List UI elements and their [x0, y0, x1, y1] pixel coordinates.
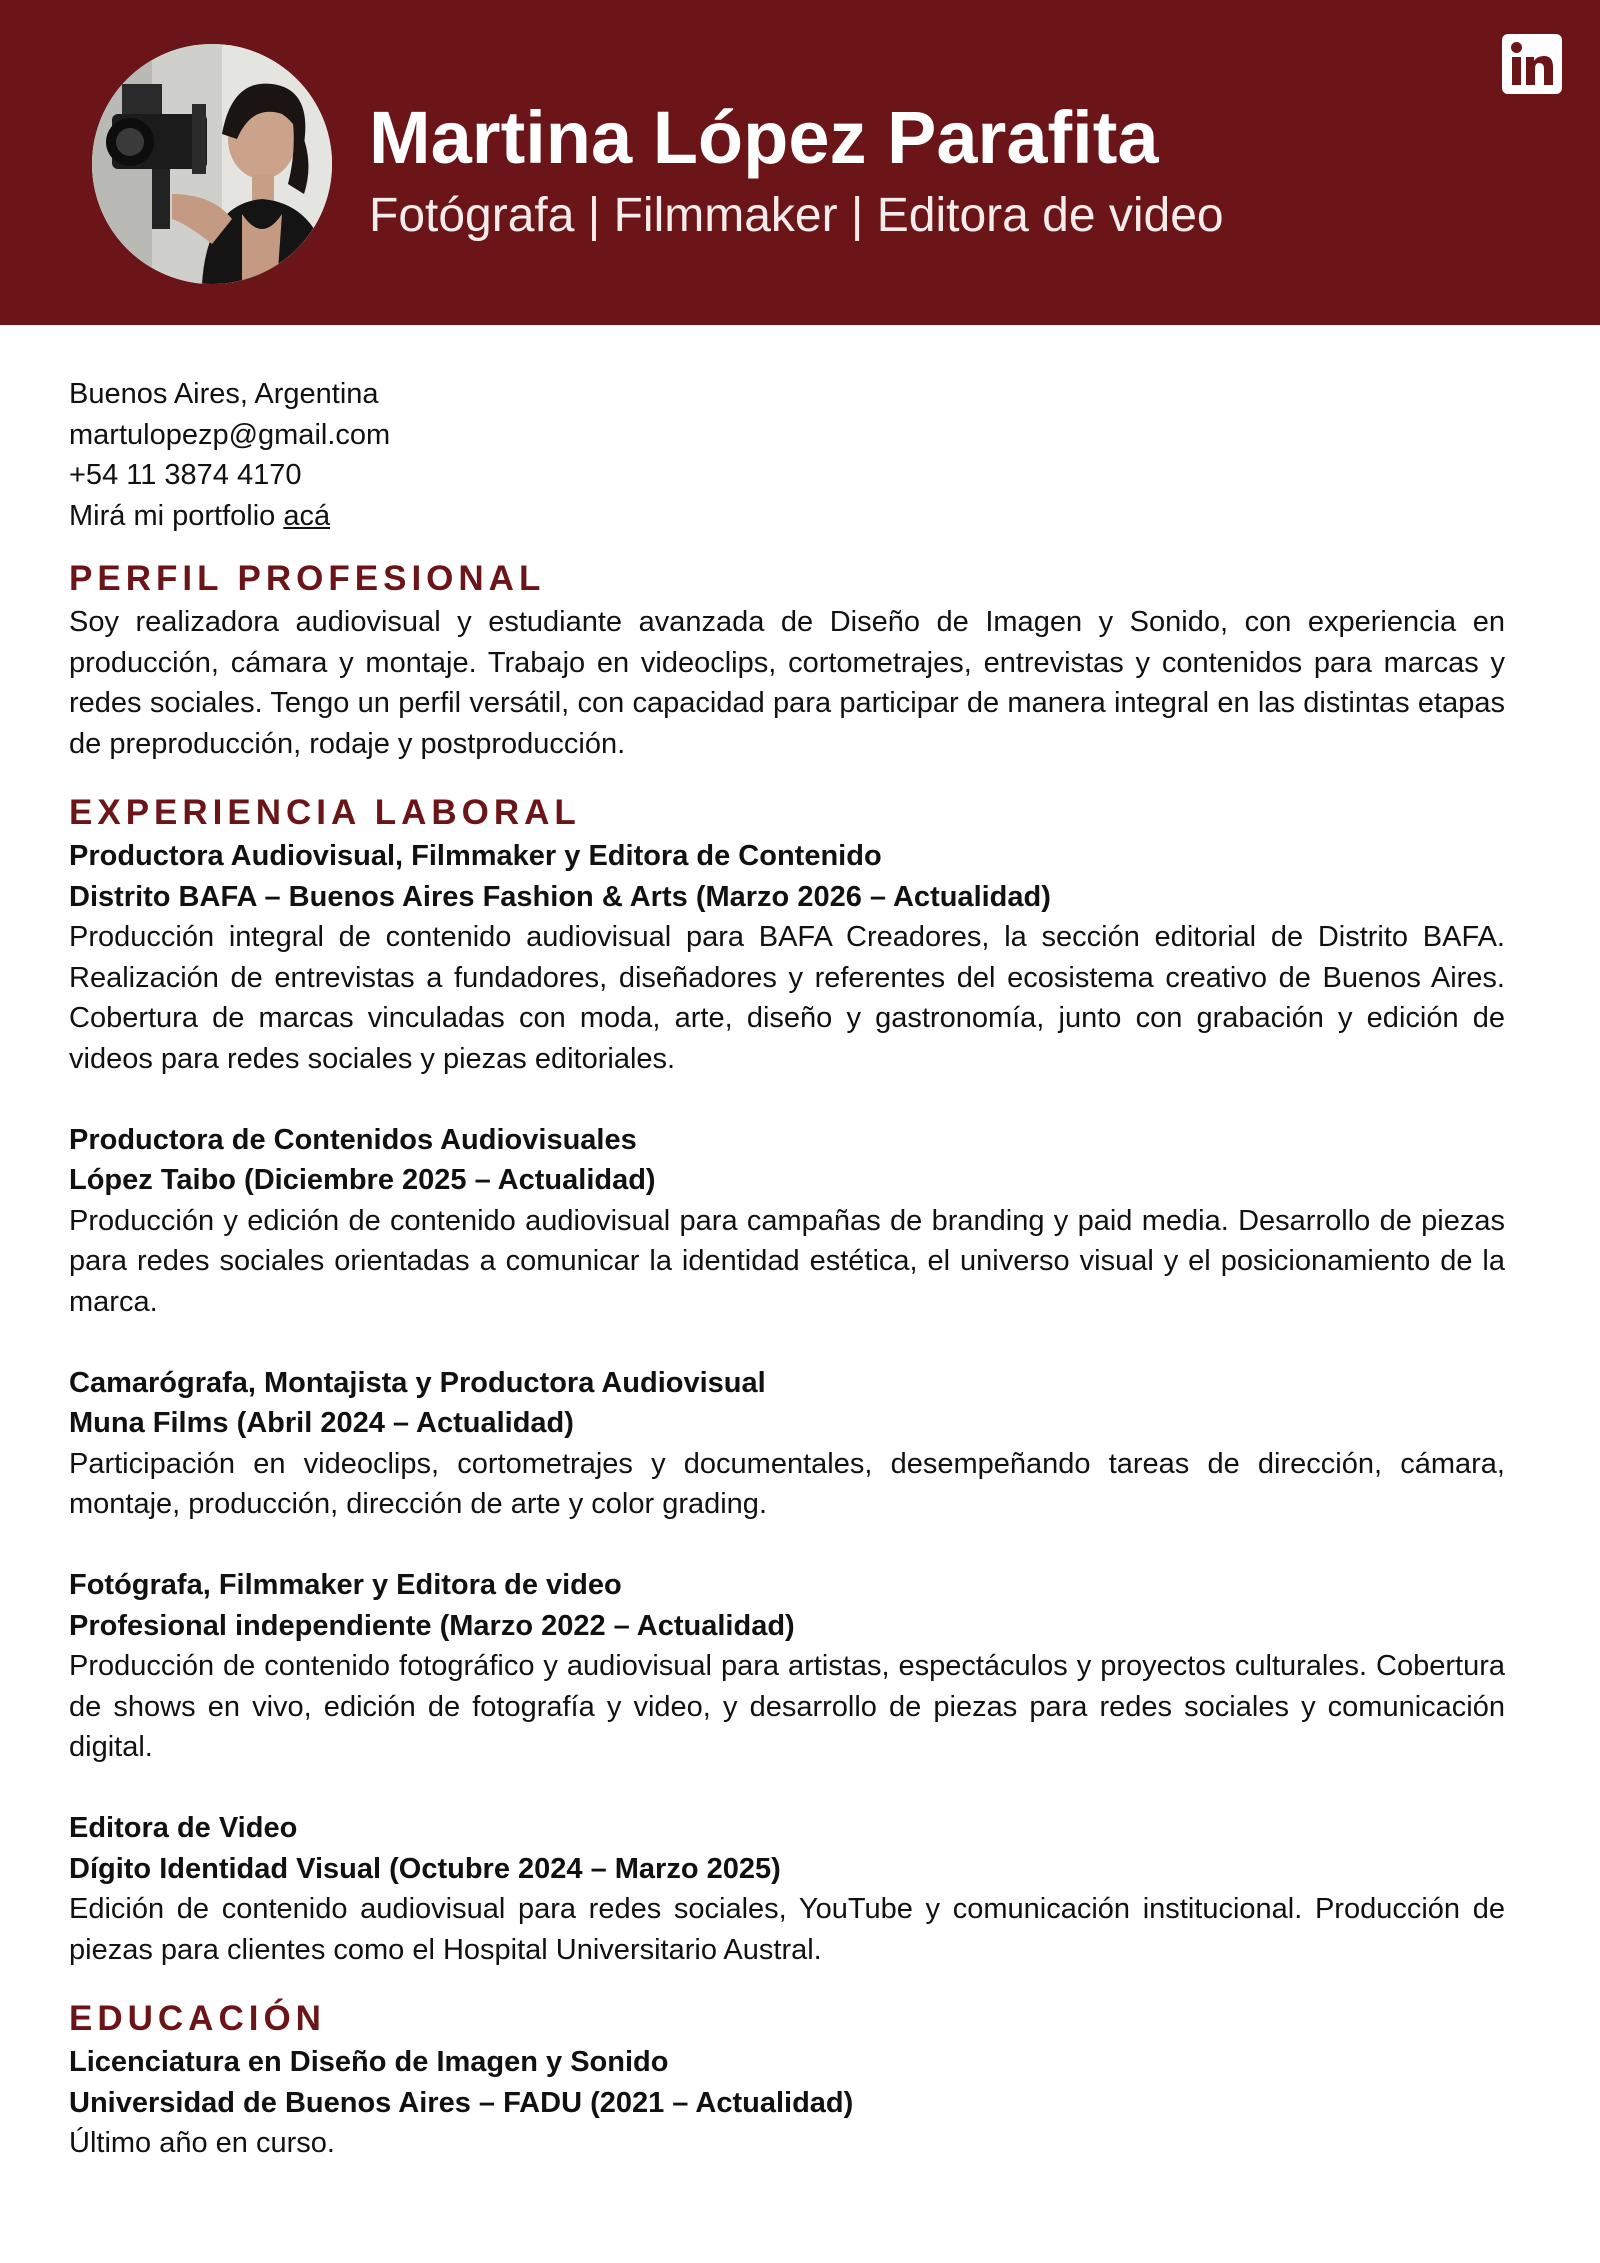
contact-block	[69, 374, 1505, 536]
job-description: Participación en videoclips, cortometrajes y documentales, desempeñando tareas de dirección, cámara, montaje, producción, dirección de arte y color grading.	[69, 1447, 1505, 1520]
job-org: Dígito Identidad Visual (Octubre 2024 – Marzo 2025)	[69, 1852, 781, 1885]
job-entry	[69, 1120, 1505, 1323]
linkedin-icon[interactable]	[1502, 34, 1562, 94]
contact-email: martulopezp@gmail.com	[69, 418, 391, 451]
profile-photo	[92, 44, 332, 284]
job-entry	[69, 1363, 1505, 1525]
education-school: Universidad de Buenos Aires – FADU (2021 – Actualidad)	[69, 2086, 854, 2119]
job-description: Producción y edición de contenido audiovisual para campañas de branding y paid media. Desarrollo de piezas para redes sociales orientadas a comunicar la identidad estética, el universo visual y el posicionamiento de la marca.	[69, 1204, 1505, 1318]
job-entry	[69, 836, 1505, 1079]
portfolio-link[interactable]: acá	[283, 499, 331, 532]
education-degree: Licenciatura en Diseño de Imagen y Sonido	[69, 2046, 669, 2078]
educacion-section	[69, 2042, 1505, 2164]
job-description: Producción integral de contenido audiovisual para BAFA Creadores, la sección editorial de Distrito BAFA. Realización de entrevistas a fundadores, diseñadores y referentes del ecosistema creativo de Buenos Aires. Cobertura de marcas vinculadas con moda, arte, diseño y gastronomía, junto con grabación y edición de videos para redes sociales y piezas editoriales.	[69, 921, 1505, 1075]
job-role: Productora de Contenidos Audiovisuales	[69, 1123, 637, 1156]
job-role: Productora Audiovisual, Filmmaker y Editora de Contenido	[69, 840, 882, 872]
section-title-educacion: EDUCACIÓN	[69, 1999, 326, 2038]
job-org: Muna Films (Abril 2024 – Actualidad)	[69, 1407, 574, 1439]
job-org: Profesional independiente (Marzo 2022 – Actualidad)	[69, 1609, 795, 1642]
job-role: Fotógrafa, Filmmaker y Editora de video	[69, 1569, 622, 1601]
contact-portfolio	[69, 496, 1505, 537]
job-org: Distrito BAFA – Buenos Aires Fashion & Arts (Marzo 2026 – Actualidad)	[69, 880, 1051, 913]
job-entry	[69, 1808, 1505, 1970]
section-title-experiencia: EXPERIENCIA LABORAL	[69, 793, 581, 832]
header-banner	[0, 0, 1600, 325]
job-role: Editora de Video	[69, 1812, 298, 1844]
job-role: Camarógrafa, Montajista y Productora Audiovisual	[69, 1366, 766, 1399]
education-status: Último año en curso.	[69, 2127, 335, 2159]
job-org: López Taibo (Diciembre 2025 – Actualidad)	[69, 1164, 656, 1196]
contact-location: Buenos Aires, Argentina	[69, 378, 379, 410]
experiencia-section	[69, 836, 1505, 1970]
perfil-text: Soy realizadora audiovisual y estudiante avanzada de Diseño de Imagen y Sonido, con experiencia en producción, cámara y montaje. Trabajo en videoclips, cortometrajes, entrevistas y contenidos para marcas y redes sociales. Tengo un perfil versátil, con capacidad para participar de manera integral en las distintas etapas de preproducción, rodaje y postproducción.	[69, 606, 1505, 760]
portfolio-prefix: Mirá mi portfolio	[69, 499, 276, 532]
job-entry	[69, 1565, 1505, 1768]
job-description: Producción de contenido fotográfico y audiovisual para artistas, espectáculos y proyectos culturales. Cobertura de shows en vivo, edición de fotografía y video, y desarrollo de piezas para redes sociales y comunicación digital.	[69, 1650, 1505, 1763]
resume-content	[69, 374, 1505, 2164]
candidate-name: Martina López Parafita	[369, 96, 1159, 179]
contact-phone: +54 11 3874 4170	[69, 459, 302, 491]
candidate-subtitle: Fotógrafa | Filmmaker | Editora de video	[369, 189, 1224, 242]
section-title-perfil: PERFIL PROFESIONAL	[69, 559, 546, 598]
perfil-section	[69, 602, 1505, 764]
job-description: Edición de contenido audiovisual para redes sociales, YouTube y comunicación institucional. Producción de piezas para clientes como el Hospital Universitario Austral.	[69, 1893, 1505, 1966]
